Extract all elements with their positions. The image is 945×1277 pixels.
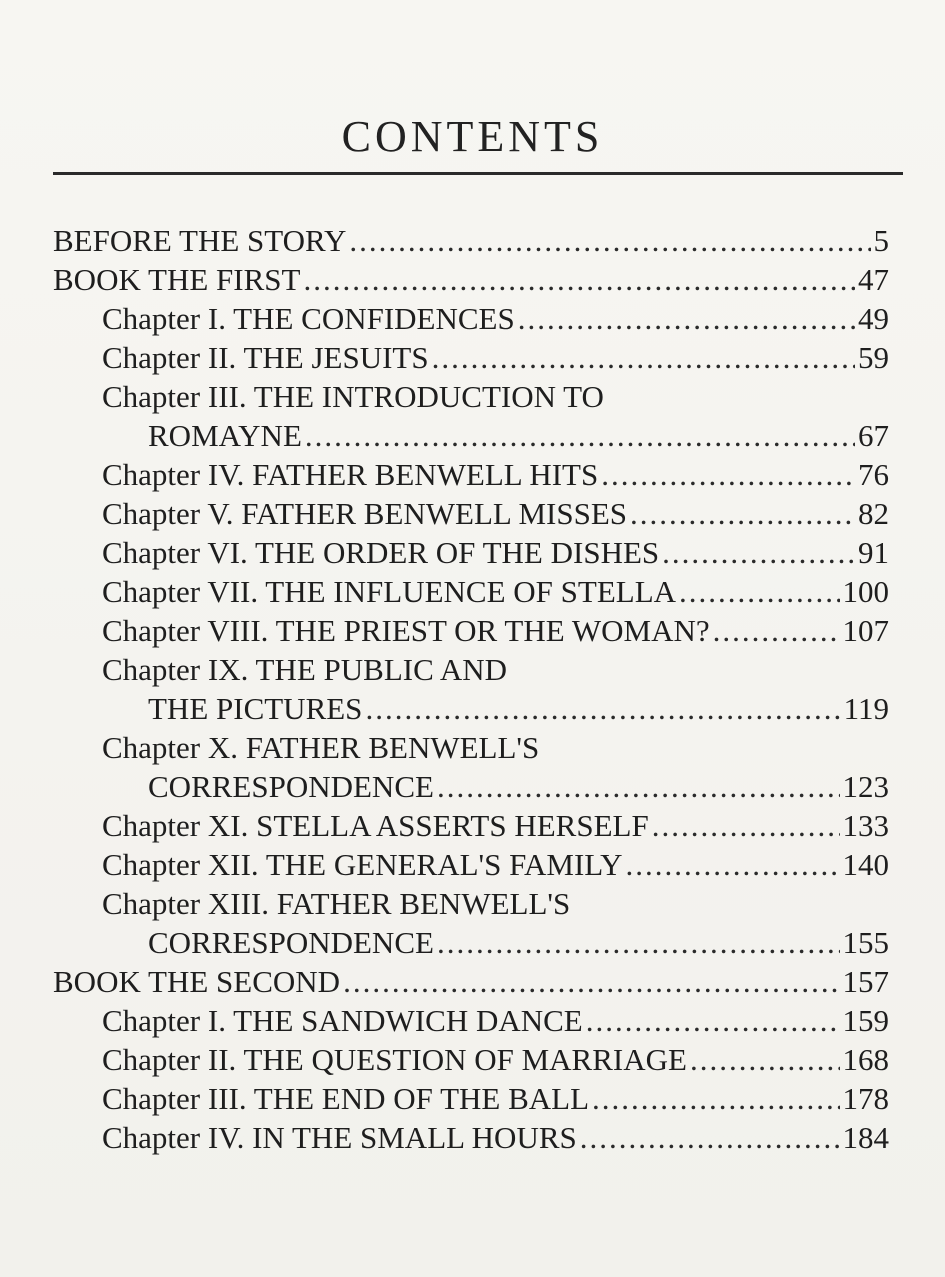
toc-entry [53,338,889,377]
toc-entry [53,1040,889,1079]
toc-entry [53,650,889,689]
table-of-contents [53,221,889,1157]
toc-entry-title: BOOK THE FIRST [53,262,301,297]
dot-leader [601,455,855,494]
toc-entry-title: Chapter XIII. FATHER BENWELL'S [102,886,571,921]
toc-entry-page-number: 168 [842,1042,889,1077]
dot-leader [518,299,855,338]
dot-leader [432,338,855,377]
toc-entry [53,260,889,299]
toc-entry-page-number: 155 [842,925,889,960]
toc-entry-page-number: 178 [842,1081,889,1116]
toc-entry [53,572,889,611]
toc-entry-page-number: 107 [842,613,889,648]
toc-entry [53,1079,889,1118]
toc-entry-page-number: 49 [858,301,889,336]
toc-entry [53,1118,889,1157]
toc-entry [53,533,889,572]
toc-entry-title: CORRESPONDENCE [148,769,434,804]
toc-entry-title: Chapter V. FATHER BENWELL MISSES [102,496,628,531]
toc-entry-page-number: 91 [858,535,889,570]
page-title: CONTENTS [341,112,604,162]
dot-leader [713,611,840,650]
toc-entry-page-number: 47 [858,262,889,297]
toc-entry [53,884,889,923]
toc-entry-page-number: 82 [858,496,889,531]
dot-leader [690,1040,840,1079]
toc-entry [53,962,889,1001]
dot-leader [679,572,839,611]
toc-entry-title: Chapter II. THE JESUITS [102,340,429,375]
title-rule [53,172,903,175]
toc-entry-title: Chapter VI. THE ORDER OF THE DISHES [102,535,660,570]
toc-entry-title: THE PICTURES [148,691,363,726]
toc-entry [53,923,889,962]
toc-entry-title: Chapter I. THE SANDWICH DANCE [102,1003,583,1038]
dot-leader [365,689,840,728]
dot-leader [303,260,855,299]
dot-leader [343,962,839,1001]
toc-entry-title: Chapter IX. THE PUBLIC AND [102,652,507,687]
toc-entry-title: Chapter VII. THE INFLUENCE OF STELLA [102,574,677,609]
toc-entry-page-number: 76 [858,457,889,492]
toc-entry [53,611,889,650]
toc-entry-page-number: 133 [842,808,889,843]
toc-entry-page-number: 67 [858,418,889,453]
toc-entry-page-number: 119 [843,691,889,726]
toc-entry [53,377,889,416]
toc-entry-title: Chapter III. THE END OF THE BALL [102,1081,590,1116]
toc-entry [53,299,889,338]
toc-entry [53,455,889,494]
toc-entry-title: BOOK THE SECOND [53,964,341,999]
toc-entry [53,728,889,767]
toc-entry-title: Chapter XII. THE GENERAL'S FAMILY [102,847,623,882]
dot-leader [592,1079,839,1118]
toc-entry [53,806,889,845]
dot-leader [662,533,855,572]
toc-entry-title: BEFORE THE STORY [53,223,347,258]
dot-leader [652,806,840,845]
toc-entry [53,416,889,455]
toc-entry-page-number: 59 [858,340,889,375]
toc-entry-title: Chapter III. THE INTRODUCTION TO [102,379,604,414]
toc-entry-page-number: 184 [842,1120,889,1155]
toc-entry-page-number: 140 [842,847,889,882]
toc-entry-page-number: 123 [842,769,889,804]
toc-entry-title: CORRESPONDENCE [148,925,434,960]
toc-entry [53,494,889,533]
toc-entry-title: ROMAYNE [148,418,302,453]
toc-entry-page-number: 100 [842,574,889,609]
dot-leader [437,767,840,806]
dot-leader [580,1118,840,1157]
toc-entry-title: Chapter I. THE CONFIDENCES [102,301,515,336]
toc-entry-title: Chapter II. THE QUESTION OF MARRIAGE [102,1042,687,1077]
dot-leader [630,494,855,533]
toc-entry-page-number: 157 [842,964,889,999]
toc-entry-title: Chapter XI. STELLA ASSERTS HERSELF [102,808,649,843]
dot-leader [437,923,840,962]
dot-leader [626,845,840,884]
toc-entry [53,1001,889,1040]
toc-entry [53,845,889,884]
toc-entry-page-number: 5 [873,223,889,258]
toc-entry-page-number: 159 [842,1003,889,1038]
toc-entry-title: Chapter X. FATHER BENWELL'S [102,730,540,765]
toc-entry-title: Chapter IV. IN THE SMALL HOURS [102,1120,577,1155]
toc-entry [53,689,889,728]
toc-entry [53,767,889,806]
toc-entry-title: Chapter IV. FATHER BENWELL HITS [102,457,599,492]
toc-entry-title: Chapter VIII. THE PRIEST OR THE WOMAN? [102,613,710,648]
dot-leader [586,1001,840,1040]
dot-leader [349,221,870,260]
dot-leader [305,416,855,455]
toc-entry [53,221,889,260]
